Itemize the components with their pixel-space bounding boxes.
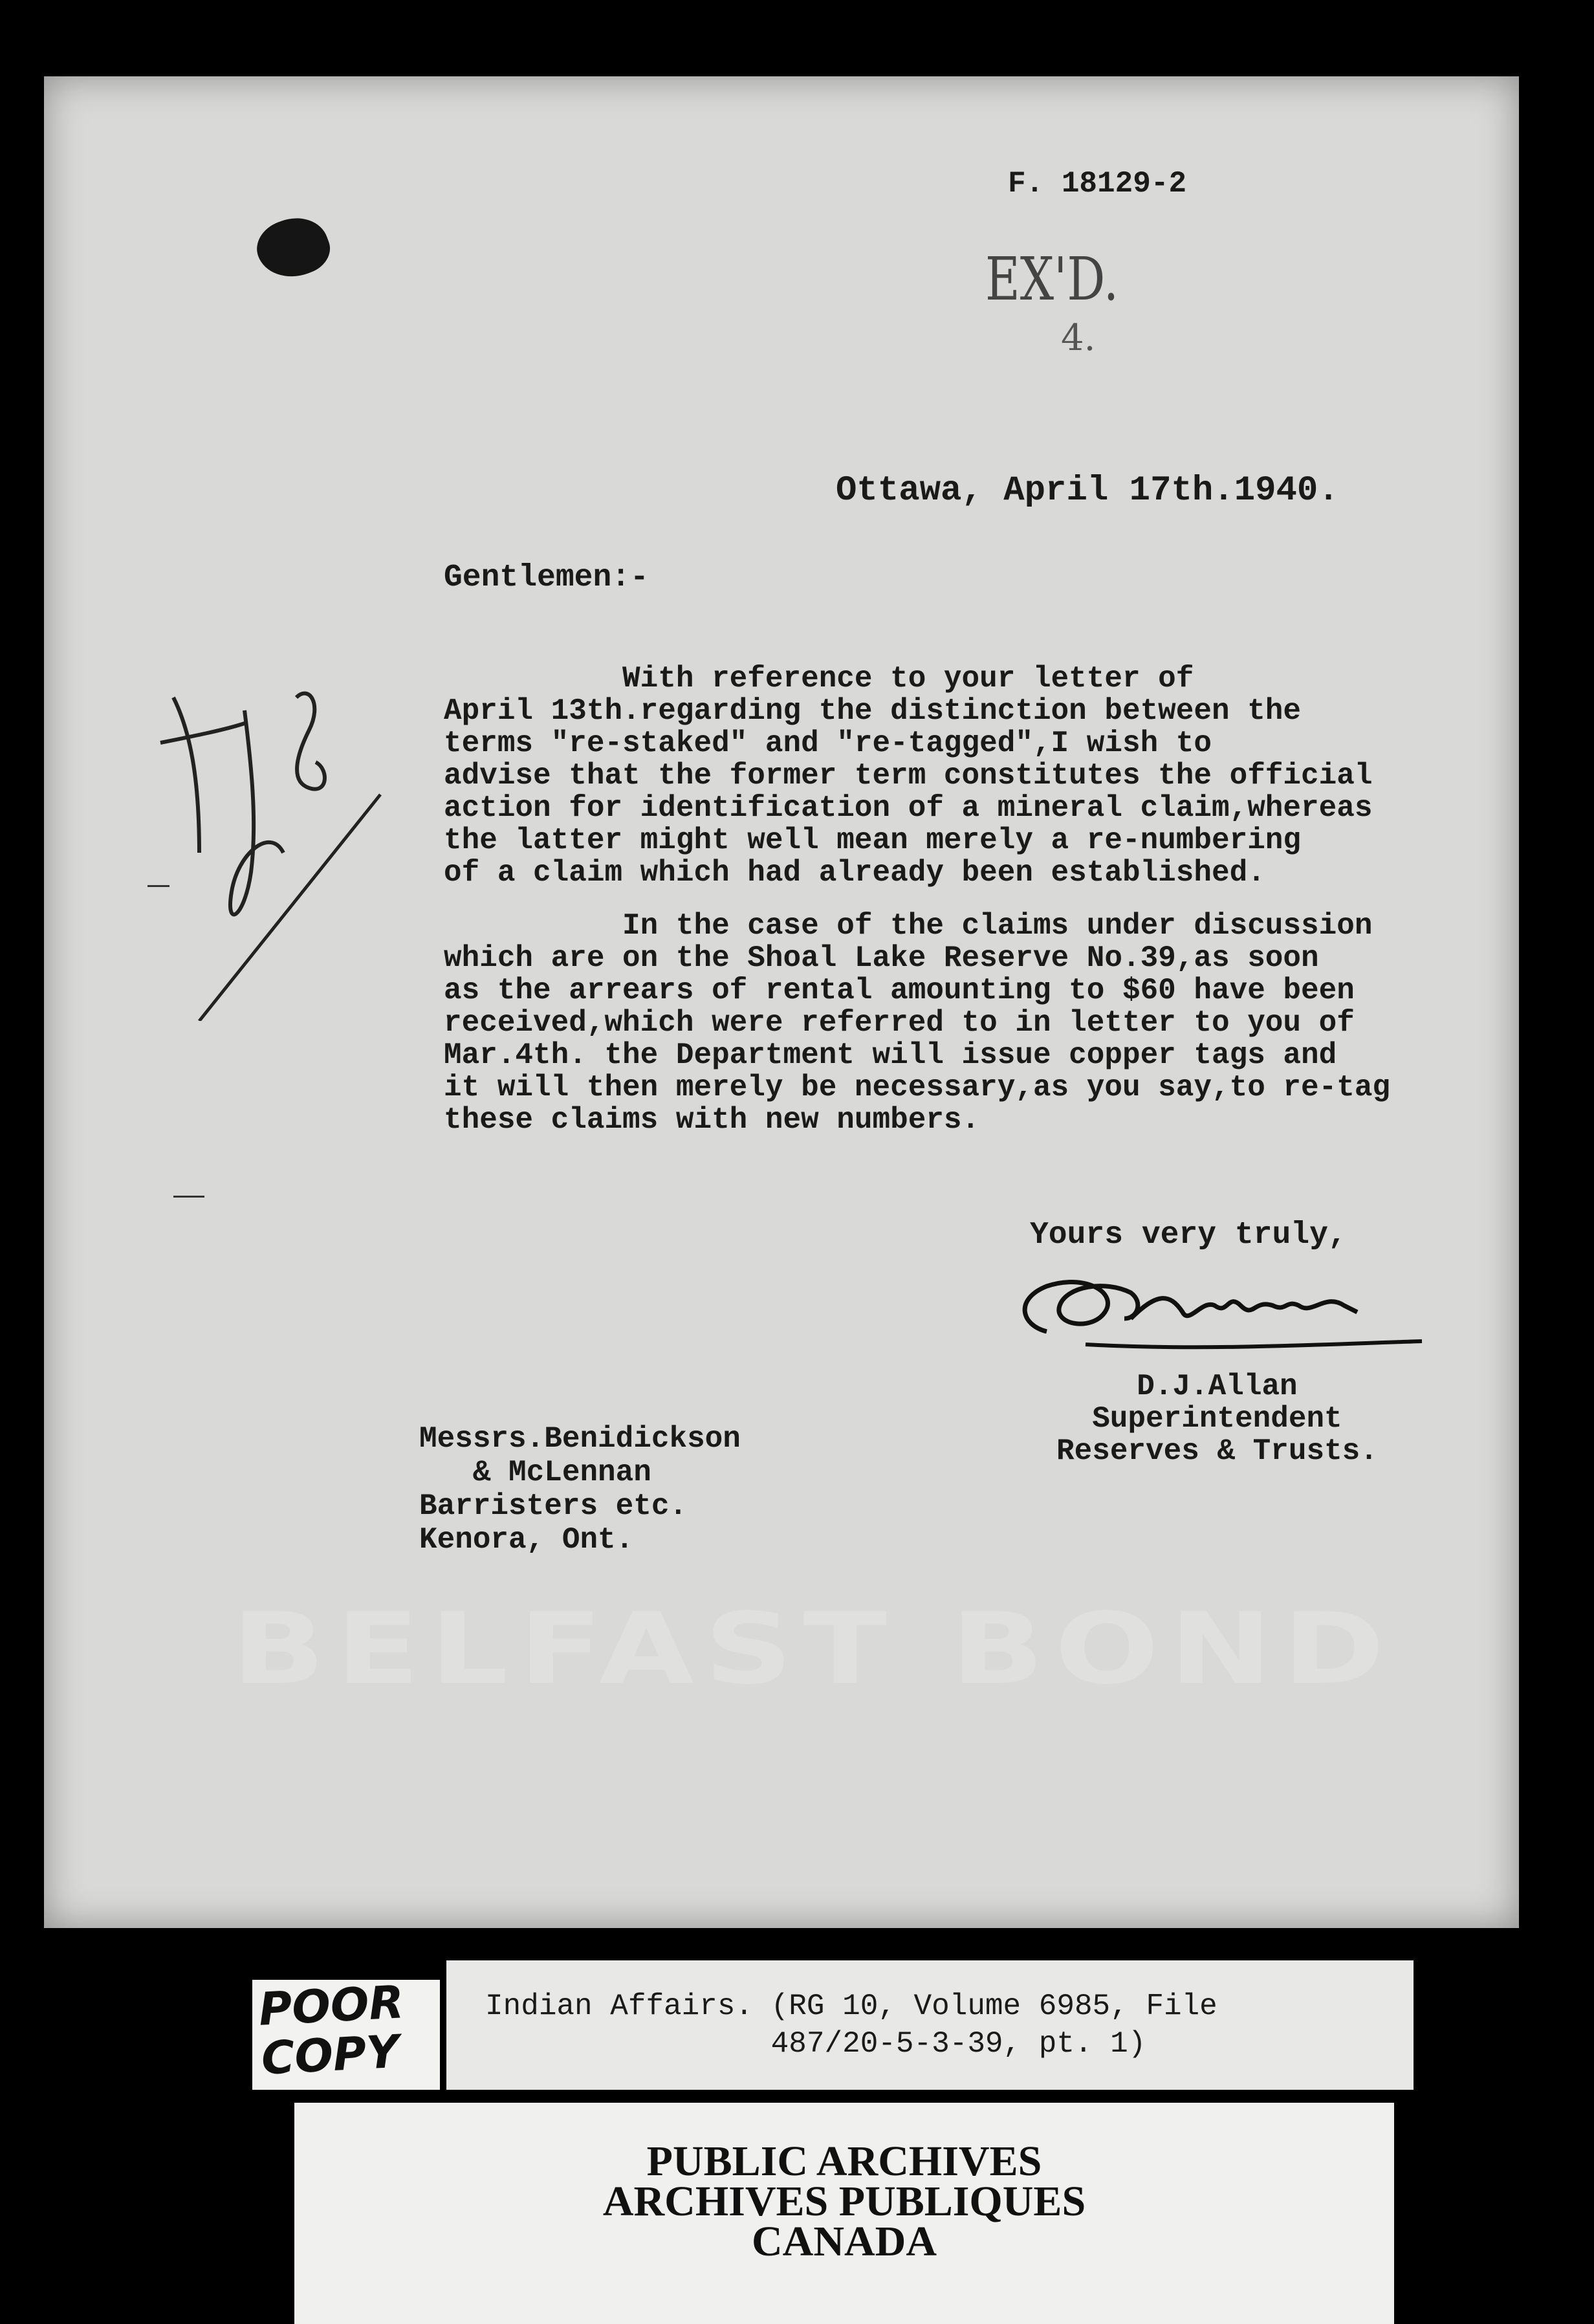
poor-copy-text: POOR COPY — [257, 1975, 406, 2085]
letter-page — [44, 76, 1519, 1928]
signer-block: D.J.Allan Superintendent Reserves & Trusts. — [1056, 1370, 1378, 1468]
handwritten-initials — [135, 659, 406, 1021]
addressee-block: Messrs.Benidickson & McLennan Barristers etc. Kenora, Ont. — [419, 1422, 741, 1557]
file-number: F. 18129-2 — [1008, 167, 1187, 201]
salutation: Gentlemen:- — [444, 560, 649, 595]
handwritten-signature — [1008, 1254, 1461, 1364]
exd-stamp: EX'D. — [985, 245, 1119, 314]
closing: Yours very truly, — [1030, 1218, 1347, 1253]
body-paragraph-1: With reference to your letter of April 13th.regarding the distinction between the terms "re-staked" and "re-tagged",I wish to advise that the former term constitutes the official action for identification of a mineral claim,whereas the latter might well mean merely a re-numbering of a claim which had already been established. — [444, 662, 1373, 890]
ink-blot — [250, 208, 336, 287]
exd-stamp-number: 4. — [1061, 317, 1096, 359]
archive-citation: Indian Affairs. (RG 10, Volume 6985, File 487/20-5-3-39, pt. 1) — [485, 1990, 1217, 2061]
paper-watermark: BELFAST BOND — [232, 1592, 1395, 1706]
archives-text — [294, 2138, 1394, 2265]
archives-line-french: ARCHIVES PUBLIQUES — [602, 2178, 1086, 2225]
archives-line-country: CANADA — [752, 2218, 937, 2265]
date-line: Ottawa, April 17th.1940. — [836, 471, 1339, 510]
body-paragraph-2: In the case of the claims under discussion which are on the Shoal Lake Reserve No.39,as soon as the arrears of rental amounting to $60 have been received,which were referred to in letter to you of Mar.4th. the Department will issue copper tags and it will then merely be necessary,as you say,to re-tag these claims with new numbers. — [444, 909, 1391, 1137]
margin-mark — [173, 1196, 204, 1198]
margin-mark — [147, 885, 169, 887]
archives-line-english: PUBLIC ARCHIVES — [646, 2138, 1042, 2185]
